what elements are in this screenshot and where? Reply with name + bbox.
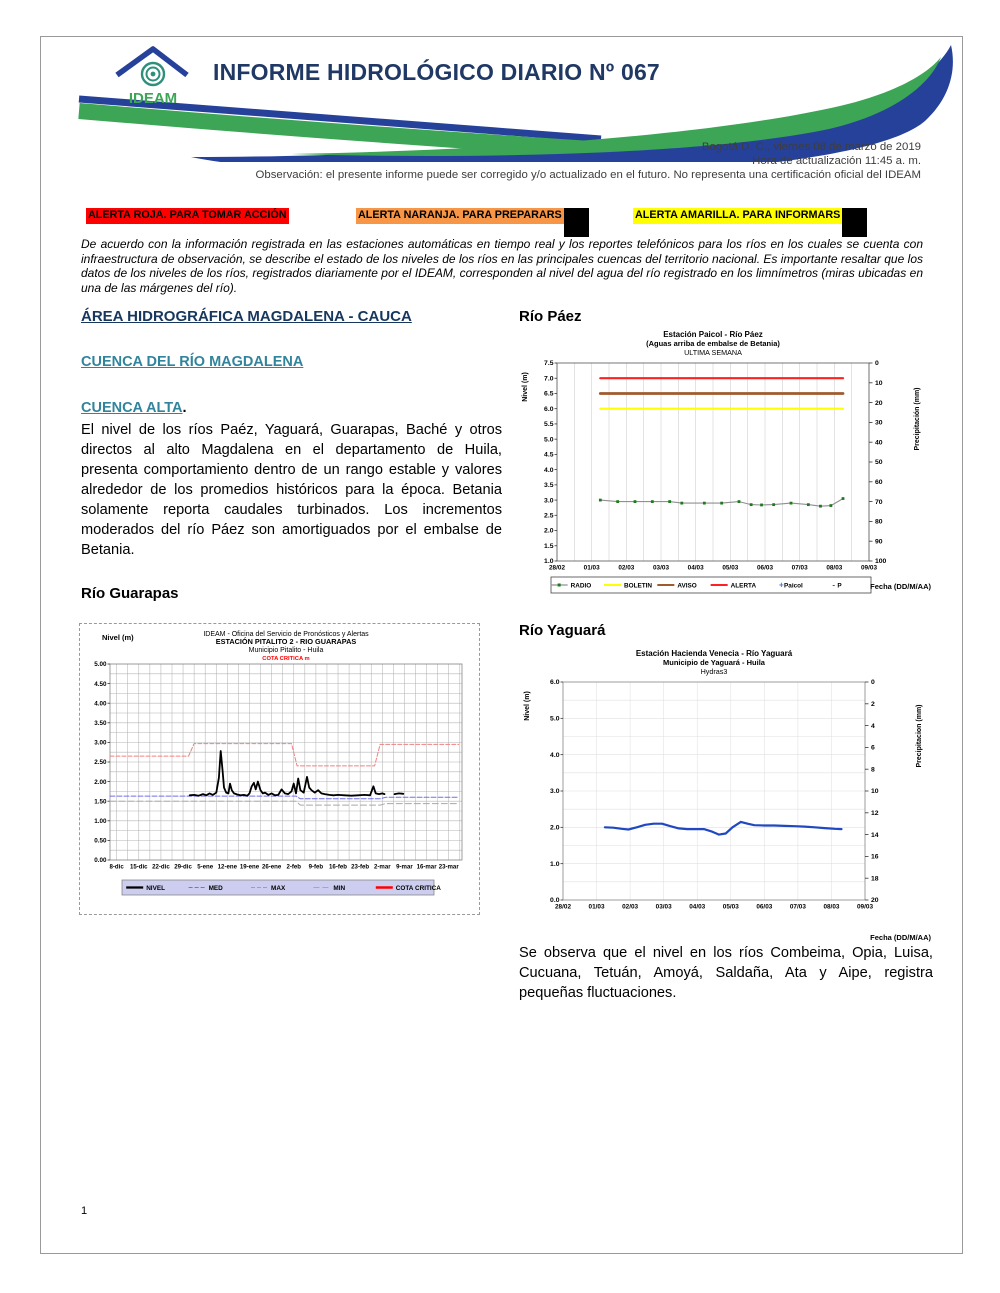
svg-text:(Aguas arriba de embalse de Be: (Aguas arriba de embalse de Betania) bbox=[646, 339, 780, 348]
svg-text:60: 60 bbox=[875, 479, 883, 486]
logo-swirl-center bbox=[151, 72, 156, 77]
svg-text:0.50: 0.50 bbox=[94, 837, 107, 845]
svg-text:2.50: 2.50 bbox=[94, 759, 107, 767]
svg-text:03/03: 03/03 bbox=[653, 564, 669, 572]
svg-text:26-ene: 26-ene bbox=[261, 863, 282, 871]
svg-text:2-mar: 2-mar bbox=[373, 863, 391, 871]
svg-text:ALERTA: ALERTA bbox=[730, 582, 757, 590]
svg-text:01/03: 01/03 bbox=[583, 564, 600, 572]
observation-line: Observación: el presente informe puede ser corregido y/o actualizado en el futuro. No representa una certificación oficial del IDEAM bbox=[255, 169, 921, 181]
svg-text:7.5: 7.5 bbox=[544, 360, 554, 368]
alert-red-label: ALERTA ROJA. PARA TOMAR ACCIÓN bbox=[86, 208, 289, 224]
svg-text:80: 80 bbox=[875, 518, 883, 526]
svg-text:Municipio de Yaguará - Huila: Municipio de Yaguará - Huila bbox=[663, 658, 765, 667]
svg-text:28/02: 28/02 bbox=[549, 564, 565, 572]
svg-text:8-dic: 8-dic bbox=[109, 863, 124, 871]
svg-text:3.0: 3.0 bbox=[544, 497, 554, 505]
closing-paragraph: Se observa que el nivel en los ríos Combeima, Opia, Luisa, Cucuana, Tetuán, Amoyá, Saldaña, Ata y Aipe, registra pequeñas fluctuaciones. bbox=[519, 945, 933, 1001]
svg-text:06/03: 06/03 bbox=[757, 564, 773, 572]
svg-text:8: 8 bbox=[871, 766, 875, 774]
svg-text:MIN: MIN bbox=[333, 884, 346, 892]
svg-text:Precipitacion (mm): Precipitacion (mm) bbox=[916, 704, 923, 768]
page-number: 1 bbox=[81, 1205, 88, 1217]
svg-text:0.00: 0.00 bbox=[94, 857, 107, 865]
alert-red bbox=[86, 208, 289, 224]
svg-text:02/03: 02/03 bbox=[618, 564, 635, 572]
guarapas-chart-frame bbox=[79, 623, 480, 915]
svg-text:05/03: 05/03 bbox=[722, 564, 739, 572]
date-line: Bogotá D. C., viernes 08 de marzo de 2019 bbox=[701, 141, 921, 153]
svg-text:16: 16 bbox=[871, 853, 879, 861]
svg-text:100: 100 bbox=[875, 558, 887, 566]
svg-text:70: 70 bbox=[875, 498, 883, 506]
svg-text:20: 20 bbox=[875, 399, 883, 407]
svg-text:3.50: 3.50 bbox=[94, 720, 107, 727]
ideam-logo bbox=[109, 43, 193, 109]
rio-yaguara-heading: Río Yaguará bbox=[519, 622, 606, 639]
svg-text:07/03: 07/03 bbox=[791, 564, 808, 572]
alert-yellow bbox=[633, 208, 867, 237]
rio-paez-heading: Río Páez bbox=[519, 308, 582, 325]
svg-text:10: 10 bbox=[875, 380, 883, 387]
svg-text:1.5: 1.5 bbox=[544, 542, 554, 550]
svg-text:2.5: 2.5 bbox=[544, 512, 554, 520]
svg-text:6.5: 6.5 bbox=[544, 390, 554, 398]
alert-yellow-label: ALERTA AMARILLA. PARA INFORMARS bbox=[633, 208, 842, 224]
svg-text:30: 30 bbox=[875, 419, 883, 427]
svg-text:BOLETIN: BOLETIN bbox=[624, 582, 653, 590]
svg-text:MAX: MAX bbox=[271, 884, 286, 892]
svg-text:10: 10 bbox=[871, 788, 879, 796]
svg-text:40: 40 bbox=[875, 439, 883, 447]
svg-text:NIVEL: NIVEL bbox=[146, 884, 166, 892]
svg-text:RADIO: RADIO bbox=[570, 582, 592, 590]
rio-guarapas-heading: Río Guarapas bbox=[81, 585, 179, 602]
svg-text:4.0: 4.0 bbox=[550, 751, 560, 759]
svg-text:90: 90 bbox=[875, 538, 883, 546]
svg-text:1.00: 1.00 bbox=[94, 818, 107, 825]
svg-text:16-feb: 16-feb bbox=[329, 863, 348, 871]
redaction-box bbox=[564, 208, 589, 237]
svg-text:08/03: 08/03 bbox=[826, 564, 843, 572]
svg-text:2: 2 bbox=[871, 701, 875, 708]
svg-text:23-mar: 23-mar bbox=[438, 863, 459, 871]
redaction-box bbox=[842, 208, 867, 237]
svg-text:Municipio Pitalito - Huila: Municipio Pitalito - Huila bbox=[248, 647, 324, 654]
cuenca-magdalena-heading: CUENCA DEL RÍO MAGDALENA bbox=[81, 354, 304, 370]
svg-text:20: 20 bbox=[871, 897, 879, 905]
yaguara-chart bbox=[517, 644, 933, 953]
svg-text:12: 12 bbox=[871, 810, 879, 817]
svg-text:50: 50 bbox=[875, 459, 883, 467]
cuenca-alta-heading: CUENCA ALTA bbox=[81, 400, 183, 416]
svg-text:14: 14 bbox=[871, 831, 879, 839]
svg-text:09/03: 09/03 bbox=[861, 564, 877, 572]
svg-text:Paicol: Paicol bbox=[784, 582, 803, 590]
svg-text:5.00: 5.00 bbox=[94, 661, 107, 669]
svg-text:0: 0 bbox=[871, 679, 875, 687]
svg-text:12-ene: 12-ene bbox=[217, 863, 237, 871]
svg-text:0: 0 bbox=[875, 360, 879, 368]
svg-text:2.0: 2.0 bbox=[550, 824, 560, 832]
guarapas-chart bbox=[80, 624, 477, 917]
svg-text:6: 6 bbox=[871, 744, 875, 752]
svg-text:Precipitación (mm): Precipitación (mm) bbox=[914, 387, 921, 451]
update-time-line: Hora de actualización 11:45 a. m. bbox=[752, 155, 921, 167]
svg-text:COTA CRITICA: COTA CRITICA bbox=[395, 884, 441, 892]
svg-text:Nivel (m): Nivel (m) bbox=[524, 691, 531, 721]
cuenca-alta-paragraph: El nivel de los ríos Paéz, Yaguará, Guarapas, Baché y otros directos al alto Magdalena en el departamento de Huila, presenta comportamiento dentro de un rango estable y valores alrededor de los promedios históricos para la época. Betania solamente reporta caudales turbinados. Los incrementos moderados del río Páez son amortiguados por el embalse de Betania. bbox=[81, 422, 502, 558]
svg-text:COTA CRITICA m: COTA CRITICA m bbox=[262, 656, 310, 662]
svg-text:IDEAM - Oficina del Servicio: IDEAM - Oficina del Servicio de Pronósticos y Alertas bbox=[203, 631, 369, 638]
alert-orange-label: ALERTA NARANJA. PARA PREPARARS bbox=[356, 208, 564, 224]
svg-text:05/03: 05/03 bbox=[722, 903, 739, 911]
svg-text:1.50: 1.50 bbox=[94, 798, 107, 806]
svg-text:15-dic: 15-dic bbox=[129, 863, 148, 871]
svg-text:ULTIMA SEMANA: ULTIMA SEMANA bbox=[684, 348, 742, 357]
svg-text:1.0: 1.0 bbox=[544, 558, 554, 566]
svg-text:08/03: 08/03 bbox=[823, 903, 840, 911]
svg-text:23-feb: 23-feb bbox=[351, 863, 370, 871]
svg-text:P: P bbox=[837, 582, 842, 590]
svg-text:Estación Paicol - Río Páez: Estación Paicol - Río Páez bbox=[663, 330, 763, 339]
svg-text:+: + bbox=[779, 580, 784, 590]
svg-text:01/03: 01/03 bbox=[588, 903, 605, 911]
svg-text:6.0: 6.0 bbox=[550, 679, 560, 687]
svg-text:7.0: 7.0 bbox=[544, 375, 554, 383]
report-page bbox=[40, 36, 963, 1254]
svg-text:04/03: 04/03 bbox=[689, 903, 706, 911]
svg-text:16-mar: 16-mar bbox=[416, 863, 437, 871]
svg-text:0.0: 0.0 bbox=[550, 897, 560, 905]
svg-text:9-mar: 9-mar bbox=[396, 863, 413, 871]
svg-text:07/03: 07/03 bbox=[789, 903, 806, 911]
svg-text:3.0: 3.0 bbox=[550, 788, 560, 796]
logo-text: IDEAM bbox=[128, 90, 178, 107]
svg-text:02/03: 02/03 bbox=[622, 903, 639, 911]
svg-text:22-dic: 22-dic bbox=[152, 863, 170, 871]
svg-text:4.0: 4.0 bbox=[544, 466, 554, 474]
svg-text:2.0: 2.0 bbox=[544, 527, 554, 535]
svg-text:1.0: 1.0 bbox=[550, 860, 560, 868]
svg-text:06/03: 06/03 bbox=[756, 903, 773, 911]
svg-text:6.0: 6.0 bbox=[544, 405, 554, 413]
svg-text:Nivel (m): Nivel (m) bbox=[522, 372, 529, 402]
paez-chart bbox=[517, 327, 933, 620]
svg-text:19-ene: 19-ene bbox=[239, 863, 260, 871]
svg-text:09/03: 09/03 bbox=[857, 903, 873, 911]
svg-text:4: 4 bbox=[871, 722, 875, 730]
svg-text:5-ene: 5-ene bbox=[197, 863, 214, 871]
intro-paragraph: De acuerdo con la información registrada en las estaciones automáticas en tiempo real y los reportes telefónicos para los ríos en los cuales se cuenta con infraestructura de observación, se describe el estado de los niveles de los ríos en las principales cuencas del territorio nacional. Es importante resaltar que los datos de los niveles de los ríos, registrados diariamente por el IDEAM, corresponden al nivel del agua del río registrado en los limnímetros (miras ubicadas en una de las márgenes del río). bbox=[81, 237, 923, 295]
svg-text:04/03: 04/03 bbox=[687, 564, 704, 572]
svg-text:28/02: 28/02 bbox=[555, 903, 571, 911]
alert-orange bbox=[356, 208, 589, 237]
svg-text:3.5: 3.5 bbox=[544, 482, 554, 490]
svg-text:Nivel (m): Nivel (m) bbox=[102, 633, 134, 642]
svg-text:Fecha (DD/M/AA): Fecha (DD/M/AA) bbox=[870, 933, 931, 942]
page-title: INFORME HIDROLÓGICO DIARIO Nº 067 bbox=[213, 59, 660, 85]
svg-text:5.5: 5.5 bbox=[544, 421, 554, 429]
svg-text:4.00: 4.00 bbox=[94, 700, 107, 708]
alert-legend-row bbox=[41, 208, 962, 238]
svg-text:2.00: 2.00 bbox=[94, 778, 107, 786]
svg-text:9-feb: 9-feb bbox=[308, 863, 324, 871]
svg-text:18: 18 bbox=[871, 875, 879, 883]
svg-text:Hydras3: Hydras3 bbox=[700, 667, 728, 676]
svg-text:-: - bbox=[832, 580, 836, 590]
svg-text:2-feb: 2-feb bbox=[286, 863, 302, 871]
cuenca-alta-period: . bbox=[182, 400, 187, 416]
svg-text:AVISO: AVISO bbox=[677, 582, 697, 590]
svg-text:29-dic: 29-dic bbox=[174, 863, 192, 871]
svg-text:5.0: 5.0 bbox=[550, 715, 560, 723]
svg-text:4.5: 4.5 bbox=[544, 451, 554, 459]
svg-text:5.0: 5.0 bbox=[544, 436, 554, 444]
svg-text:Fecha (DD/M/AA): Fecha (DD/M/AA) bbox=[870, 582, 931, 591]
area-hidrografica-heading: ÁREA HIDROGRÁFICA MAGDALENA - CAUCA bbox=[81, 308, 412, 325]
svg-text:ESTACIÓN PITALITO 2 - RIO GUA: ESTACIÓN PITALITO 2 - RIO GUARAPAS bbox=[215, 637, 357, 646]
svg-text:03/03: 03/03 bbox=[655, 903, 672, 911]
svg-text:Estación Hacienda Venecia - R: Estación Hacienda Venecia - Río Yaguará bbox=[635, 649, 793, 658]
svg-text:3.00: 3.00 bbox=[94, 739, 107, 747]
cuenca-alta-heading-row bbox=[81, 399, 187, 417]
svg-text:MED: MED bbox=[208, 884, 223, 892]
svg-text:4.50: 4.50 bbox=[94, 680, 107, 688]
date-block bbox=[256, 140, 921, 182]
